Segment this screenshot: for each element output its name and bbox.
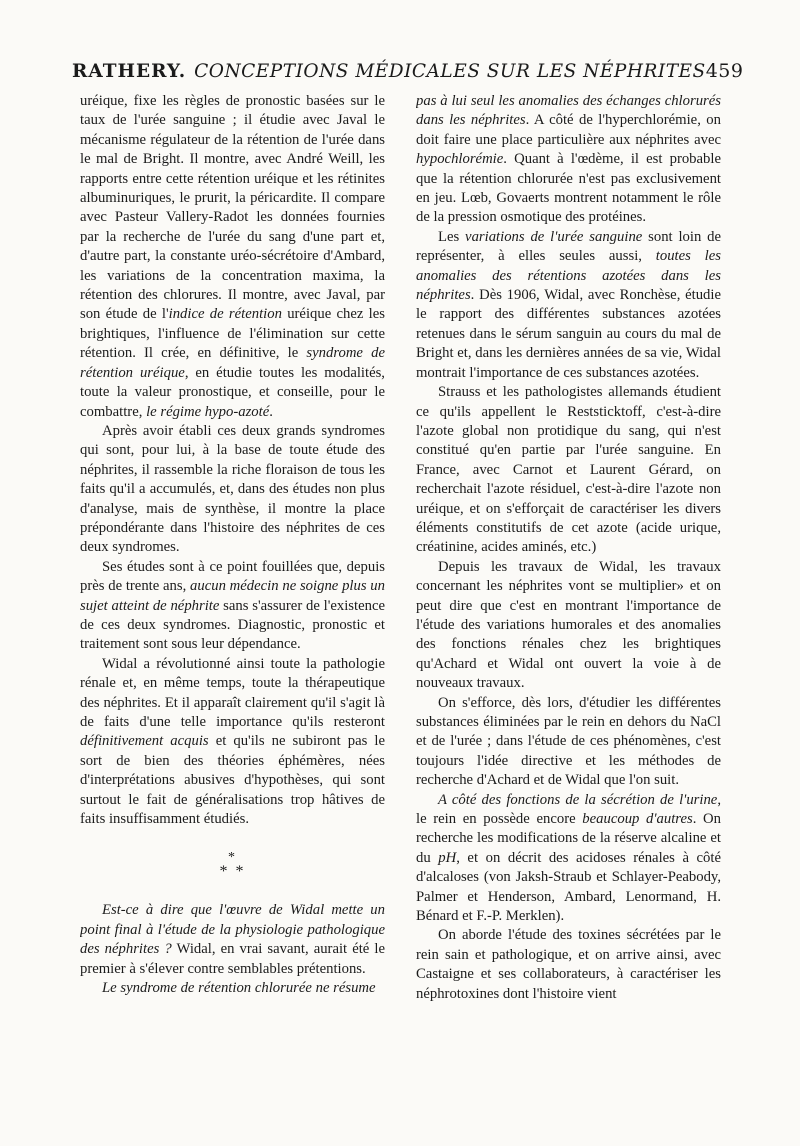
paragraph: Les variations de l'urée sanguine sont loin de représenter, à elles seules aussi, toutes les anomalies des rétentions azotées dans les néphrites. Dès 1906, Widal, avec Ronchèse, étudie le rapport des différentes substances azotées retenues dans le sérum sanguin au cours du mal de Bright et, dans les dernières années de sa vie, Widal montrait l'importance de ces substances azotées. <box>416 228 721 381</box>
asterism-separator: * * * <box>219 850 246 881</box>
page-number: 459 <box>705 60 744 82</box>
paragraph: Est-ce à dire que l'œuvre de Widal mette un point final à l'étude de la physiologie pathologique des néphrites ? Widal, en vrai savant, aurait été le premier à s'élever contre semblables prétentions. <box>80 902 385 977</box>
header-title: CONCEPTIONS MÉDICALES SUR LES NÉPHRITES <box>194 61 706 82</box>
paragraph: Le syndrome de rétention chlorurée ne résume <box>102 980 376 997</box>
header-author: RATHERY. <box>72 61 187 82</box>
paragraph: On aborde l'étude des toxines sécrétées par le rein sain et pathologique, et on arrive ainsi, avec Castaigne et ses collaborateurs, à caractériser les néphrotoxines dont l'histoire vient <box>416 927 721 1002</box>
running-header <box>72 60 744 92</box>
paragraph: uréique, fixe les règles de pronostic basées sur le taux de l'urée sanguine ; il étudie avec Javal le mécanisme régulateur de la rétention de l'urée dans le mal de Bright. Il montre, avec André Weill, les rapports entre cette rétention uréique et les rétinites albuminuriques, le prurit, la péricardite. Il compare avec Pasteur Vallery-Radot les données fournies par la recherche de l'urée du sang d'une part et, d'autre part, la constante uréo-sécrétoire d'Ambard, les variations de la concentration maxima, la rétention des chlorures. Il montre, avec Javal, par son étude de l'indice de rétention uréique chez les brightiques, l'influence de l'élimination sur cette rétention. Il crée, en définitive, le syndrome de rétention uréique, en étudie toutes les modalités, toute la valeur pronostique, et conseille, pour le combattre, le régime hypo-azoté. <box>80 93 385 420</box>
paragraph: Depuis les travaux de Widal, les travaux concernant les néphrites vont se multiplier» et on peut dire que c'est en montrant l'importance de l'étude des variations humorales et des anomalies des fonctions rénales chez les brightiques qu'Achard et Widal ont ouvert la voie à de nouveaux travaux. <box>416 558 721 692</box>
paragraph: Ses études sont à ce point fouillées que, depuis près de trente ans, aucun médecin ne soigne plus un sujet atteint de néphrite sans s'assurer de l'existence de ces deux syndromes. Diagnostic, pronostic et traitement sont sous leur dépendance. <box>80 558 385 653</box>
paragraph: Après avoir établi ces deux grands syndromes qui sont, pour lui, à la base de toute étude des néphrites, il rassemble la riche floraison de tous les faits qu'il a accumulés, et, dans des études non plus d'analyse, mais de synthèse, il montre la place prépondérante dans l'histoire des néphrites de ces deux syndromes. <box>80 422 385 556</box>
right-column <box>416 92 721 1132</box>
paragraph: pas à lui seul les anomalies des échanges chlorurés dans les néphrites. A côté de l'hyperchlorémie, on doit faire une place particulière aux néphrites avec hypochlorémie. Quant à l'œdème, il est probable que la rétention chlorurée n'est pas exclusivement en jeu. Lœb, Govaerts montrent notamment le rôle de la pression osmotique des protéines. <box>416 93 721 226</box>
paragraph: On s'efforce, dès lors, d'étudier les différentes substances éliminées par le rein en dehors du NaCl et de l'urée ; dans l'étude de ces phénomènes, c'est toujours l'idée directive et les méthodes de recherche d'Achard et de Widal que l'on suit. <box>416 694 721 789</box>
paragraph: Widal a révolutionné ainsi toute la pathologie rénale et, en même temps, toute la thérapeutique des néphrites. Et il apparaît clairement qu'il s'agit là de faits d'une telle importance qu'ils resteront définitivement acquis et qu'ils ne subiront pas le sort de bien des théories éphémères, nées d'interprétations abusives d'hypothèses, qui sont surtout le fait de généralisations trop hâtives de faits insuffisamment étudiés. <box>80 655 385 828</box>
paragraph: A côté des fonctions de la sécrétion de l'urine, le rein en possède encore beaucoup d'autres. On recherche les modifications de la réserve alcaline et du pH, et on décrit des acidoses rénales à côté d'alcaloses (von Jaksh-Straub et Schlayer-Peabody, Palmer et Henderson, Ambard, Lenormand, H. Bénard et F.-P. Merklen). <box>416 791 721 925</box>
paragraph: Strauss et les pathologistes allemands étudient ce qu'ils appellent le Reststicktoff, c'est-à-dire l'azote global non protidique du sang, qui n'est constitué qu'en partie par l'urée sanguine. En France, avec Carnot et Laurent Gérard, on recherchait l'azote résiduel, c'est-à-dire l'azote non uréique, et on s'efforçait de caractériser les divers éléments constitutifs de cet azote (acide urique, créatinine, acides aminés, etc.) <box>416 384 721 556</box>
left-column <box>80 92 385 1132</box>
